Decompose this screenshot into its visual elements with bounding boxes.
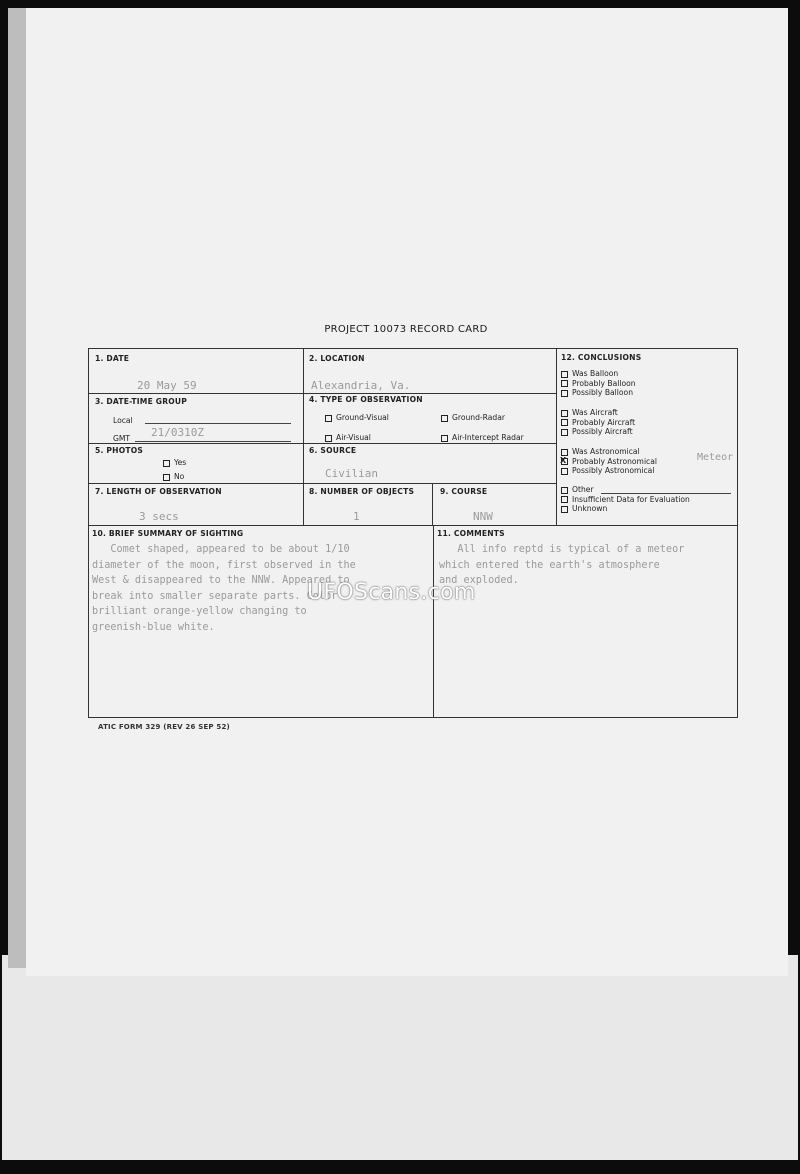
number-of-objects-value: 1 — [353, 510, 360, 523]
photos-label: 5. PHOTOS — [95, 446, 144, 455]
divider-course — [432, 483, 433, 525]
date-value: 20 May 59 — [137, 379, 197, 392]
location-value: Alexandria, Va. — [311, 379, 411, 392]
checkbox-icon — [325, 435, 332, 442]
photos-no: No — [163, 472, 184, 481]
brief-summary-text: Comet shaped, appeared to be about 1/10 diameter of the moon, first observed in the West & disappeared to the NNW. Appeared to break into smaller separate parts. Color brilliant orange-yellow changing to greenish-blue white. — [92, 544, 356, 633]
source-label: 6. SOURCE — [309, 446, 357, 455]
comments-text: All info reptd is typical of a meteor which entered the earth's atmosphere and exploded. — [439, 544, 685, 586]
gmt-value: 21/0310Z — [151, 426, 204, 439]
option-air-intercept-radar: Air-Intercept Radar — [441, 433, 524, 442]
checkbox-icon — [561, 429, 568, 436]
checkbox-icon — [163, 460, 170, 467]
checkbox-icon — [561, 390, 568, 397]
watermark: UFOScans.com — [307, 580, 476, 605]
checkbox-icon — [561, 380, 568, 387]
divider-row3 — [89, 483, 556, 484]
lower-background — [2, 955, 798, 1160]
conclusions-other-group: Other Insufficient Data for Evaluation Unknown — [561, 485, 690, 514]
conclusions-balloon-group: Was Balloon Probably Balloon Possibly Balloon — [561, 369, 636, 398]
option-ground-radar: Ground-Radar — [441, 413, 505, 422]
checkbox-icon — [561, 496, 568, 503]
divider-conclusions — [556, 349, 557, 525]
source-value: Civilian — [325, 467, 378, 480]
option-ground-visual: Ground-Visual — [325, 413, 389, 422]
checkbox-icon — [441, 435, 448, 442]
checkbox-icon — [561, 506, 568, 513]
photos-yes: Yes — [163, 458, 186, 467]
brief-summary-label: 10. BRIEF SUMMARY OF SIGHTING — [92, 529, 244, 538]
checkbox-icon — [561, 371, 568, 378]
divider-col1 — [303, 349, 304, 525]
checkbox-icon — [561, 487, 568, 494]
course-label: 9. COURSE — [440, 487, 488, 496]
number-of-objects-label: 8. NUMBER OF OBJECTS — [309, 487, 415, 496]
divider-row4 — [89, 525, 737, 526]
course-value: NNW — [473, 510, 493, 523]
divider-row1 — [89, 393, 556, 394]
form-id: ATIC FORM 329 (REV 26 SEP 52) — [98, 723, 230, 731]
date-time-group-label: 3. DATE-TIME GROUP — [95, 397, 188, 406]
location-label: 2. LOCATION — [309, 354, 365, 363]
comments-label: 11. COMMENTS — [437, 529, 505, 538]
checkbox-icon — [561, 410, 568, 417]
option-air-visual: Air-Visual — [325, 433, 371, 442]
length-of-observation-value: 3 secs — [139, 510, 179, 523]
checkbox-icon — [561, 449, 568, 456]
checked-x-mark: X — [560, 455, 567, 465]
divider-row2 — [89, 443, 556, 444]
checkbox-icon — [561, 468, 568, 475]
checkbox-icon — [561, 419, 568, 426]
gmt-underline — [135, 441, 291, 442]
divider-summary — [433, 525, 434, 717]
type-of-observation-label: 4. TYPE OF OBSERVATION — [309, 395, 423, 404]
conclusions-label: 12. CONCLUSIONS — [561, 353, 642, 362]
local-label: Local — [113, 416, 133, 425]
gmt-label: GMT — [113, 434, 131, 443]
checkbox-icon — [441, 415, 448, 422]
other-underline — [601, 493, 731, 494]
date-label: 1. DATE — [95, 354, 130, 363]
record-card — [88, 348, 738, 718]
astronomical-note: Meteor — [697, 452, 734, 463]
checkbox-icon — [325, 415, 332, 422]
card-title: PROJECT 10073 RECORD CARD — [324, 324, 488, 335]
conclusions-aircraft-group: Was Aircraft Probably Aircraft Possibly Aircraft — [561, 408, 635, 437]
conclusions-astronomical-group: Was Astronomical X Probably Astronomical Possibly Astronomical — [560, 447, 657, 475]
checkbox-icon — [163, 474, 170, 481]
length-of-observation-label: 7. LENGTH OF OBSERVATION — [95, 487, 222, 496]
local-underline — [145, 423, 291, 424]
